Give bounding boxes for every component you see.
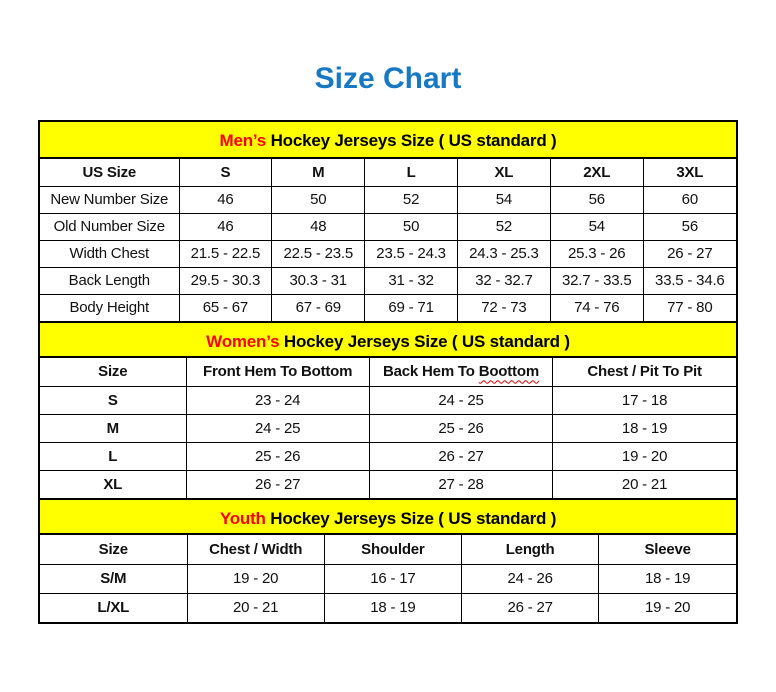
youth-row-label: S/M [40, 564, 187, 593]
mens-table-head [40, 159, 736, 186]
mens-value-cell: 32 - 32.7 [457, 267, 550, 294]
youth-column-header: Length [462, 535, 599, 564]
womens-value-cell: 25 - 26 [369, 414, 552, 442]
mens-value-cell: 32.7 - 33.5 [550, 267, 643, 294]
mens-value-cell: 24.3 - 25.3 [457, 240, 550, 267]
mens-value-cell: 52 [457, 213, 550, 240]
youth-value-cell: 18 - 19 [324, 593, 461, 622]
youth-column-header: Chest / Width [187, 535, 324, 564]
youth-table-row [40, 564, 736, 593]
mens-column-header: M [272, 159, 365, 186]
mens-value-cell: 33.5 - 34.6 [643, 267, 736, 294]
womens-column-header: Chest / Pit To Pit [553, 358, 736, 386]
mens-table-row [40, 213, 736, 240]
mens-row-label: Width Chest [40, 240, 179, 267]
mens-value-cell: 26 - 27 [643, 240, 736, 267]
mens-column-header: S [179, 159, 272, 186]
mens-table-row [40, 294, 736, 321]
mens-row-label: New Number Size [40, 186, 179, 213]
womens-value-cell: 27 - 28 [369, 470, 552, 498]
mens-value-cell: 21.5 - 22.5 [179, 240, 272, 267]
womens-value-cell: 26 - 27 [369, 442, 552, 470]
womens-table-row [40, 470, 736, 498]
womens-value-cell: 24 - 25 [369, 386, 552, 414]
womens-table-row [40, 386, 736, 414]
womens-section-banner: Women’s Hockey Jerseys Size ( US standard ) [40, 321, 736, 358]
womens-size-table [40, 358, 736, 498]
mens-column-header: 2XL [550, 159, 643, 186]
womens-table-row [40, 414, 736, 442]
womens-value-cell: 23 - 24 [186, 386, 369, 414]
womens-table-head [40, 358, 736, 386]
mens-value-cell: 54 [550, 213, 643, 240]
misspelled-word: Boottom [478, 363, 539, 381]
mens-column-header: 3XL [643, 159, 736, 186]
womens-column-header: Back Hem To Boottom [369, 358, 552, 386]
mens-value-cell: 69 - 71 [365, 294, 458, 321]
mens-table-row [40, 267, 736, 294]
mens-value-cell: 29.5 - 30.3 [179, 267, 272, 294]
youth-header-row [40, 535, 736, 564]
mens-value-cell: 56 [550, 186, 643, 213]
mens-row-label: Old Number Size [40, 213, 179, 240]
womens-value-cell: 18 - 19 [553, 414, 736, 442]
mens-value-cell: 54 [457, 186, 550, 213]
womens-table-row [40, 442, 736, 470]
youth-value-cell: 18 - 19 [599, 564, 736, 593]
mens-value-cell: 25.3 - 26 [550, 240, 643, 267]
mens-value-cell: 50 [365, 213, 458, 240]
page-title: Size Chart [314, 62, 462, 95]
womens-value-cell: 20 - 21 [553, 470, 736, 498]
mens-table-row [40, 240, 736, 267]
mens-column-header: US Size [40, 159, 179, 186]
womens-value-cell: 17 - 18 [553, 386, 736, 414]
mens-value-cell: 46 [179, 213, 272, 240]
youth-column-header: Size [40, 535, 187, 564]
mens-section-banner: Men’s Hockey Jerseys Size ( US standard ) [40, 122, 736, 159]
mens-value-cell: 67 - 69 [272, 294, 365, 321]
womens-row-label: M [40, 414, 186, 442]
womens-value-cell: 19 - 20 [553, 442, 736, 470]
mens-column-header: L [365, 159, 458, 186]
womens-row-label: S [40, 386, 186, 414]
mens-row-label: Body Height [40, 294, 179, 321]
mens-value-cell: 65 - 67 [179, 294, 272, 321]
mens-table-row [40, 186, 736, 213]
youth-value-cell: 16 - 17 [324, 564, 461, 593]
mens-value-cell: 50 [272, 186, 365, 213]
youth-row-label: L/XL [40, 593, 187, 622]
mens-table-body [40, 186, 736, 321]
mens-value-cell: 74 - 76 [550, 294, 643, 321]
womens-table-body [40, 386, 736, 498]
mens-value-cell: 72 - 73 [457, 294, 550, 321]
mens-size-table [40, 159, 736, 321]
youth-value-cell: 24 - 26 [462, 564, 599, 593]
mens-value-cell: 22.5 - 23.5 [272, 240, 365, 267]
mens-value-cell: 46 [179, 186, 272, 213]
youth-value-cell: 19 - 20 [187, 564, 324, 593]
mens-value-cell: 31 - 32 [365, 267, 458, 294]
womens-banner-highlight: Women’s [206, 332, 280, 351]
womens-row-label: XL [40, 470, 186, 498]
youth-value-cell: 19 - 20 [599, 593, 736, 622]
mens-value-cell: 23.5 - 24.3 [365, 240, 458, 267]
youth-section-banner: Youth Hockey Jerseys Size ( US standard ) [40, 498, 736, 535]
mens-value-cell: 60 [643, 186, 736, 213]
mens-value-cell: 77 - 80 [643, 294, 736, 321]
mens-value-cell: 56 [643, 213, 736, 240]
womens-value-cell: 26 - 27 [186, 470, 369, 498]
womens-header-row [40, 358, 736, 386]
womens-row-label: L [40, 442, 186, 470]
womens-value-cell: 24 - 25 [186, 414, 369, 442]
youth-value-cell: 20 - 21 [187, 593, 324, 622]
womens-column-header: Front Hem To Bottom [186, 358, 369, 386]
youth-column-header: Shoulder [324, 535, 461, 564]
youth-table-head [40, 535, 736, 564]
mens-column-header: XL [457, 159, 550, 186]
youth-banner-highlight: Youth [219, 509, 266, 528]
size-chart-tables [38, 120, 738, 624]
womens-value-cell: 25 - 26 [186, 442, 369, 470]
womens-column-header: Size [40, 358, 186, 386]
mens-value-cell: 30.3 - 31 [272, 267, 365, 294]
mens-row-label: Back Length [40, 267, 179, 294]
youth-column-header: Sleeve [599, 535, 736, 564]
mens-header-row [40, 159, 736, 186]
youth-table-body [40, 564, 736, 622]
youth-value-cell: 26 - 27 [462, 593, 599, 622]
youth-size-table [40, 535, 736, 622]
mens-value-cell: 52 [365, 186, 458, 213]
mens-value-cell: 48 [272, 213, 365, 240]
mens-banner-highlight: Men’s [219, 131, 267, 150]
youth-table-row [40, 593, 736, 622]
